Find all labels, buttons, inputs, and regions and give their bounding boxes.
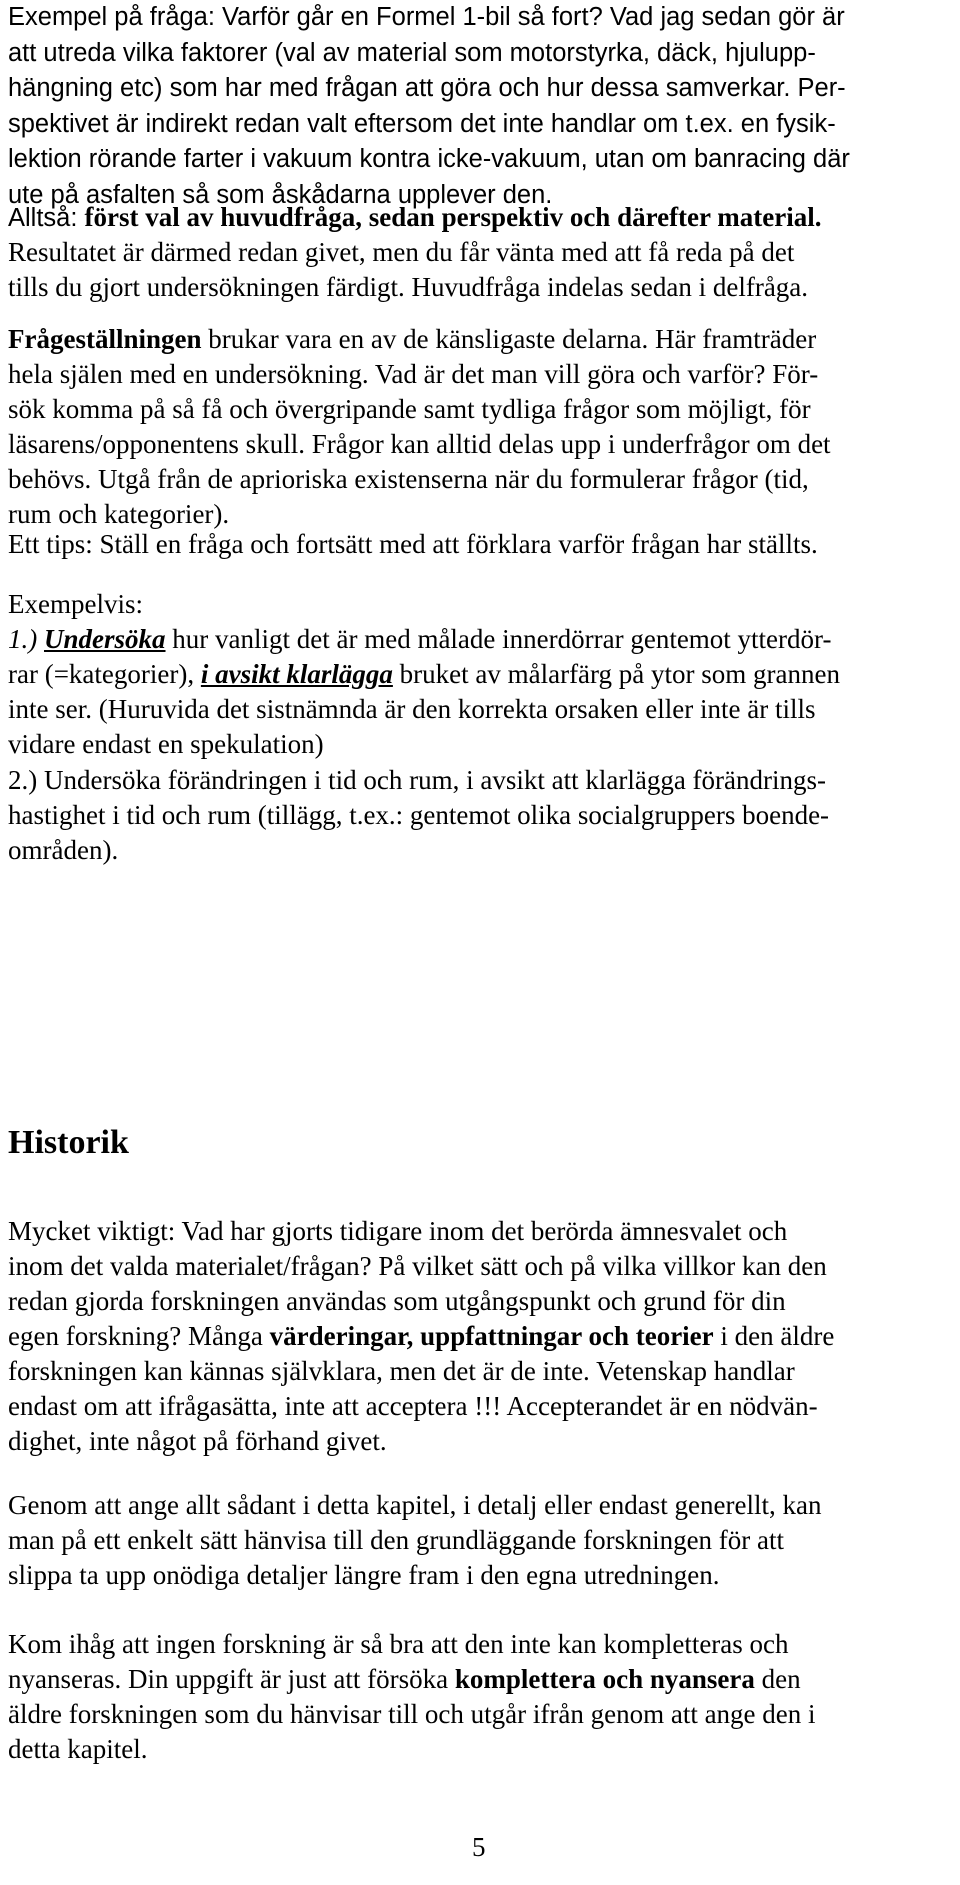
historik-p3-pre: nyanseras. Din uppgift är just att försöka [8,1664,455,1694]
tips-line: Ett tips: Ställ en fråga och fortsätt med att förklara varför frågan har ställts. [8,529,818,559]
example-2-line: hastighet i tid och rum (tillägg, t.ex.: gentemot olika socialgruppers boende- [8,800,830,830]
example-1-line: vidare endast en spekulation) [8,729,324,759]
historik-line: endast om att ifrågasätta, inte att acceptera !!! Accepterandet är en nödvän- [8,1391,818,1421]
historik-line: dighet, inte något på förhand givet. [8,1426,387,1456]
historik-line: redan gjorda forskningen användas som utgångspunkt och grund för din [8,1286,786,1316]
historik-line [8,1662,816,1697]
examples-section [8,587,840,762]
historik-line: detta kapitel. [8,1734,148,1764]
historik-line4-rest: i den äldre [713,1321,835,1351]
historik-line: inom det valda materialet/frågan? På vilket sätt och på vilka villkor kan den [8,1251,827,1281]
historik-paragraph-1 [8,1214,834,1459]
example-1-verb: Undersöka [44,624,166,654]
example-1-number: 1.) [8,624,38,654]
historik-line [8,1319,834,1354]
historik-paragraph-2 [8,1488,821,1593]
historik-bold: värderingar, uppfattningar och teorier [269,1321,714,1351]
intro-line: ute på asfalten så som åskådarna upplever den. [8,180,553,209]
intro-line: Exempel på fråga: Varför går en Formel 1-bil så fort? Vad jag sedan gör är [8,3,845,31]
intro-line: hängning etc) som har med frågan att göra och hur dessa samverkar. Per- [8,74,846,102]
alltsa-line [8,200,821,235]
intro-paragraph [8,0,850,213]
example-2-line: 2.) Undersöka förändringen i tid och rum, i avsikt att klarlägga förändrings- [8,765,827,795]
fragestallning-first-rest: brukar vara en av de känsligaste delarna. Här framträder [201,324,817,354]
example-1-line2-pre: rar (=kategorier), [8,659,201,689]
historik-line: Mycket viktigt: Vad har gjorts tidigare inom det berörda ämnesvalet och [8,1216,788,1246]
intro-line: lektion rörande farter i vakuum kontra icke-vakuum, utan om banracing där [8,145,850,173]
historik-line: man på ett enkelt sätt hänvisa till den grundläggande forskningen för att [8,1525,785,1555]
historik-line: slippa ta upp onödiga detaljer längre fram i den egna utredningen. [8,1560,720,1590]
alltsa-line: Resultatet är därmed redan givet, men du får vänta med att få reda på det [8,237,795,267]
example-1-line [8,622,840,657]
example-1-purpose: i avsikt klarlägga [200,659,393,689]
fragestallning-bold: Frågeställningen [8,324,202,354]
historik-line: Genom att ange allt sådant i detta kapitel, i detalj eller endast generellt, kan [8,1490,822,1520]
fragestallning-line: sök komma på så få och övergripande samt tydliga frågor som möjligt, för [8,394,811,424]
example-1-line [8,657,840,692]
examples-label: Exempelvis: [8,589,143,619]
historik-line: forskningen kan kännas självklara, men det är de inte. Vetenskap handlar [8,1356,795,1386]
historik-p3-bold: komplettera och nyansera [454,1664,755,1694]
fragestallning-line: behövs. Utgå från de aprioriska existenserna när du formulerar frågor (tid, [8,464,809,494]
alltsa-prefix: Alltså: [8,204,85,232]
example-1-line: inte ser. (Huruvida det sistnämnda är den korrekta orsaken eller inte är tills [8,694,816,724]
historik-line: Kom ihåg att ingen forskning är så bra att den inte kan kompletteras och [8,1629,789,1659]
alltsa-paragraph [8,200,821,305]
alltsa-line: tills du gjort undersökningen färdigt. Huvudfråga indelas sedan i delfråga. [8,272,809,302]
historik-line: äldre forskningen som du hänvisar till och utgår ifrån genom att ange den i [8,1699,816,1729]
intro-line: att utreda vilka faktorer (val av material som motorstyrka, däck, hjulupp- [8,38,816,67]
historik-paragraph-3 [8,1627,816,1767]
fragestallning-line: rum och kategorier). [8,499,230,529]
example-1-line1-rest: hur vanligt det är med målade innerdörrar gentemot ytterdör- [165,624,832,654]
example-2 [8,763,829,868]
fragestallning-paragraph [8,322,831,532]
page-number: 5 [472,1832,486,1862]
example-2-line: områden). [8,835,119,865]
fragestallning-line: hela själen med en undersökning. Vad är det man vill göra och varför? För- [8,359,819,389]
example-1-line2-rest: bruket av målarfärg på ytor som grannen [392,659,840,689]
alltsa-bold: först val av huvudfråga, sedan perspektiv och därefter material. [84,202,822,232]
fragestallning-line [8,322,831,357]
fragestallning-line: läsarens/opponentens skull. Frågor kan alltid delas upp i underfrågor om det [8,429,831,459]
intro-line: spektivet är indirekt redan valt eftersom det inte handlar om t.ex. en fysik- [8,109,836,138]
tips-paragraph [8,527,818,562]
historik-line4-pre: egen forskning? Många [8,1321,270,1351]
historik-p3-rest: den [754,1664,801,1694]
historik-heading: Historik [8,1124,129,1161]
